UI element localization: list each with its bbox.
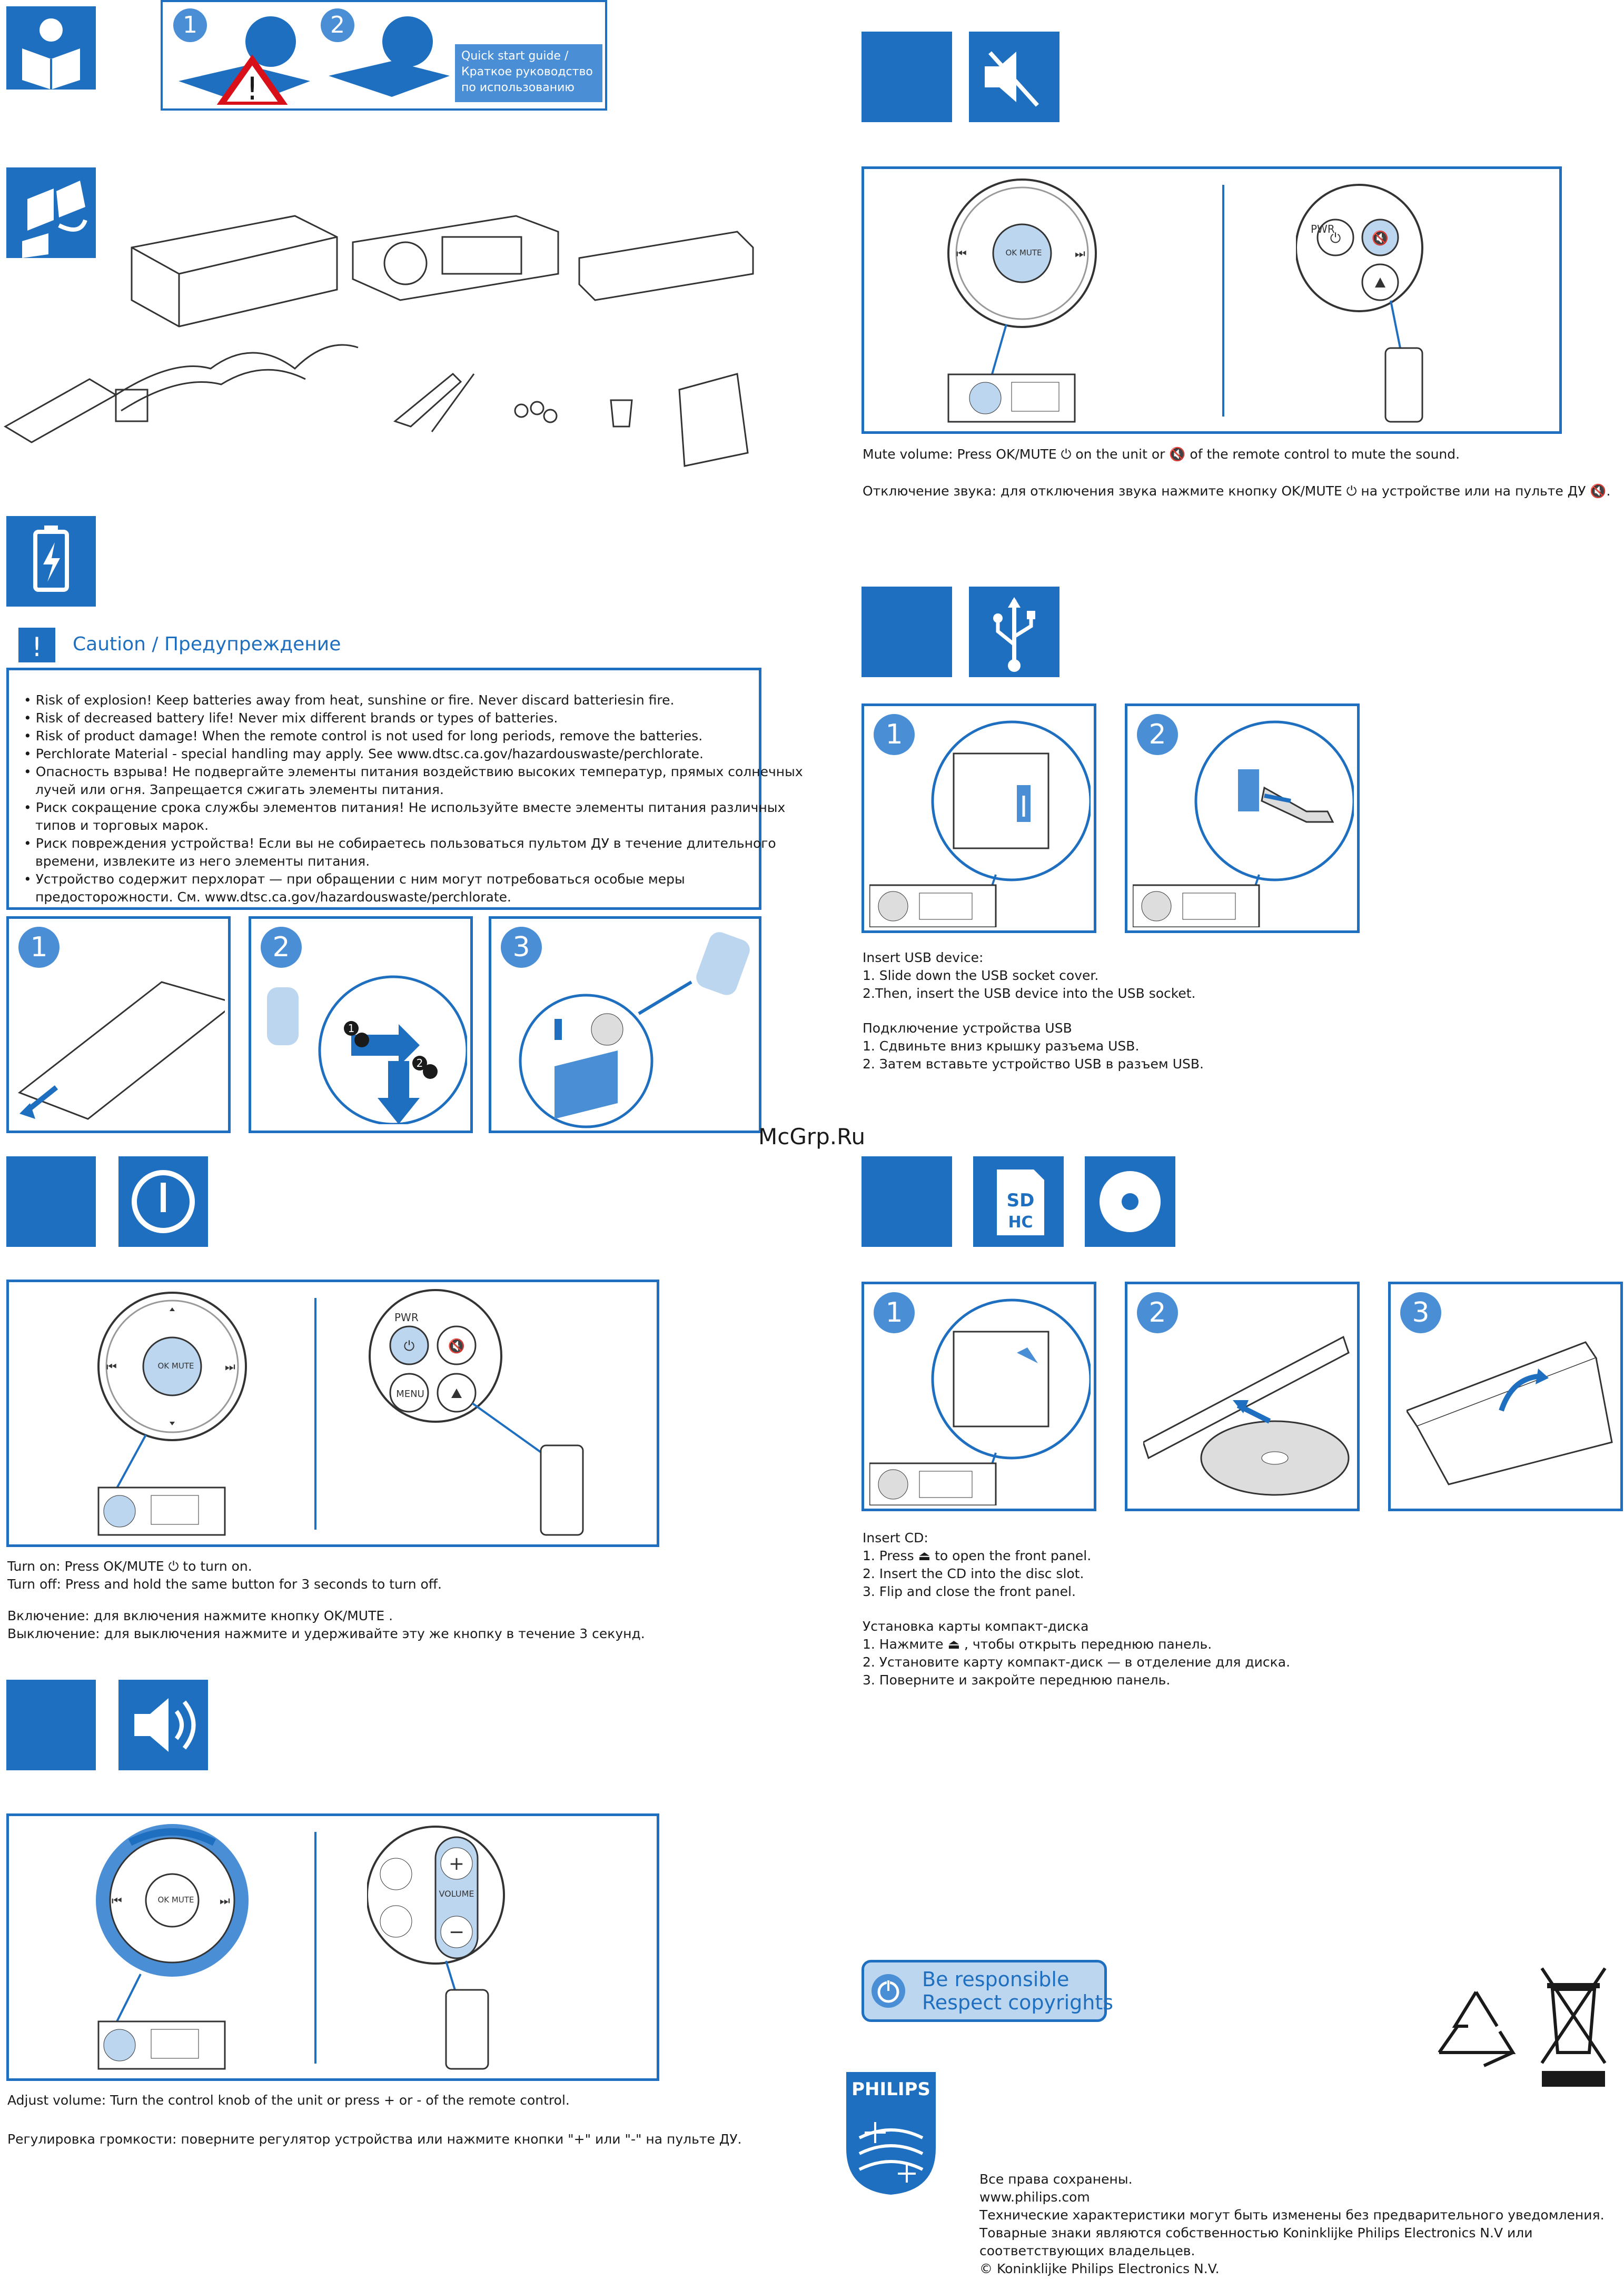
cd-text: 2. Установите карту компакт-диск — в отделение для диска. [863, 1654, 1291, 1670]
callout-1: 1 [344, 1021, 359, 1036]
knob-label: OK MUTE [157, 1895, 194, 1905]
svg-text:⏻: ⏻ [1330, 231, 1341, 246]
cd-text: 2. Insert the CD into the disc slot. [863, 1566, 1084, 1581]
volume-text: Adjust volume: Turn the control knob of the unit or press + or - of the remote control. [7, 2093, 570, 2108]
cd-step-1-panel [861, 1282, 1096, 1511]
power-panel [6, 1280, 659, 1547]
caution-title: Caution / Предупреждение [73, 633, 341, 655]
cd-text: 1. Нажмите ⏏ , чтобы открыть переднюю панель. [863, 1637, 1212, 1652]
cd-text: 3. Поверните и закройте переднюю панель. [863, 1672, 1171, 1688]
caution-box [6, 668, 803, 910]
svg-text:⏭: ⏭ [1075, 247, 1085, 261]
remote-volume-illustration [367, 1821, 630, 2074]
usb-icon [969, 587, 1059, 677]
reader-warning-illustration [179, 13, 315, 105]
footer-text: соответствующих владельцев. [979, 2243, 1195, 2258]
cd-text: Insert CD: [863, 1530, 928, 1545]
caution-line: • Perchlorate Material - special handling may apply. See www.dtsc.ca.gov/hazardouswaste/perchlorate. [24, 746, 704, 761]
mute-text: Отключение звука: для отключения звука нажмите кнопку OK/MUTE ⏻ на устройстве или на пульте ДУ 🔇. [863, 483, 1611, 499]
read-step-2: 2 [321, 8, 354, 42]
step-number: 3 [501, 927, 542, 968]
step-number: 2 [1137, 714, 1178, 755]
step-number: 1 [874, 714, 915, 755]
battery-step-2-panel [249, 916, 473, 1133]
caution-line: • Risk of decreased battery life! Never mix different brands or types of batteries. [24, 710, 558, 726]
usb-text: 1. Slide down the USB socket cover. [863, 968, 1099, 983]
callout-2: 2 [412, 1056, 427, 1070]
remote-power-illustration [367, 1287, 630, 1540]
weee-bin-icon [1537, 1963, 1610, 2089]
cd-text: 3. Flip and close the front panel. [863, 1584, 1076, 1599]
usb-text: 1. Сдвиньте вниз крышку разъема USB. [863, 1038, 1140, 1054]
read-step-1: 1 [173, 8, 207, 42]
pwr-label: PWR [394, 1311, 419, 1324]
mute-section-tile [861, 32, 952, 122]
unit-knob-illustration [93, 1287, 262, 1540]
battery-cover-illustration [262, 966, 467, 1124]
cd-step-3-panel [1388, 1282, 1623, 1511]
step-number: 3 [1400, 1292, 1441, 1333]
svg-text:!: ! [245, 71, 259, 105]
svg-text:−: − [448, 1921, 465, 1943]
reader-illustration [329, 13, 455, 97]
unit-mute-knob-illustration [943, 174, 1122, 427]
be-responsible-badge [861, 1960, 1114, 2022]
usb-section-tile [861, 587, 952, 677]
power-text: Включение: для включения нажмите кнопку OK/MUTE . [7, 1608, 393, 1623]
caution-line: • Риск повреждения устройства! Если вы не собираетесь пользоваться пультом ДУ в течение длительного [24, 836, 776, 851]
knob-label: OK MUTE [157, 1361, 194, 1371]
pwr-label: PWR [1311, 223, 1335, 235]
power-icon [118, 1156, 208, 1247]
warning-icon [18, 628, 55, 662]
close-panel-illustration [1407, 1326, 1617, 1500]
divider [1222, 185, 1224, 417]
step-number: 1 [18, 927, 60, 968]
volume-label: VOLUME [439, 1889, 474, 1899]
svg-text:⏮: ⏮ [956, 247, 967, 261]
footer-text: www.philips.com [979, 2189, 1090, 2205]
sdhc-card-icon [973, 1156, 1064, 1247]
insert-disc-illustration [1143, 1326, 1354, 1500]
battery-insert-illustration [512, 929, 755, 1129]
cd-text: 1. Press ⏏ to open the front panel. [863, 1548, 1092, 1563]
quick-start-label: Quick start guide / Краткое руководство по использованию [455, 44, 602, 102]
power-text: Turn on: Press OK/MUTE ⏻ to turn on. [7, 1559, 252, 1574]
volume-icon [118, 1680, 208, 1770]
power-text: Turn off: Press and hold the same button for 3 seconds to turn off. [7, 1577, 442, 1592]
battery-icon [6, 516, 96, 607]
usb-cover-illustration [869, 717, 1091, 927]
caution-line: времени, извлеките из него элементы питания. [35, 854, 370, 869]
remote-mute-illustration [1296, 174, 1496, 427]
cd-step-2-panel [1125, 1282, 1360, 1511]
mute-icon [969, 32, 1059, 122]
open-panel-illustration [869, 1295, 1091, 1505]
power-text: Выключение: для выключения нажмите и удерживайте эту же кнопку в течение 3 секунд. [7, 1626, 645, 1641]
mute-panel [861, 166, 1562, 434]
usb-text: 2. Затем вставьте устройство USB в разъем USB. [863, 1056, 1204, 1072]
caution-line: • Устройство содержит перхлорат — при обращении с ним могут потребоваться особые меры [24, 871, 685, 887]
svg-text:🔇: 🔇 [448, 1339, 466, 1354]
caution-line: • Риск сокращение срока службы элементов питания! Не используйте вместе элементы питания различных [24, 800, 786, 815]
power-section-tile [6, 1156, 96, 1247]
power-icon [872, 1974, 905, 2008]
svg-text:!: ! [31, 632, 43, 662]
footer-text: Товарные знаки являются собственностью Koninklijke Philips Electronics N.V или [979, 2225, 1533, 2241]
philips-brand: PHILIPS [851, 2079, 930, 2100]
step-number: 1 [874, 1292, 915, 1333]
svg-text:HC: HC [1008, 1213, 1033, 1232]
footer-text: Все права сохранены. [979, 2172, 1133, 2187]
volume-section-tile [6, 1680, 96, 1770]
read-first-banner [161, 0, 607, 111]
volume-text: Регулировка громкости: поверните регулятор устройства или нажмите кнопки "+" или "-" на пульте ДУ. [7, 2132, 742, 2147]
responsible-line-2: Respect copyrights [922, 1991, 1114, 2014]
footer-text: Технические характеристики могут быть изменены без предварительного уведомления. [979, 2207, 1605, 2223]
cd-section-tile [861, 1156, 952, 1247]
footer-text: © Koninklijke Philips Electronics N.V. [979, 2261, 1220, 2276]
disc-icon [1085, 1156, 1175, 1247]
recycle-icon [1431, 1984, 1521, 2068]
caution-line: • Risk of product damage! When the remote control is not used for long periods, remove the batteries. [24, 728, 703, 744]
knob-label: OK MUTE [1005, 248, 1042, 257]
mute-text: Mute volume: Press OK/MUTE ⏻ on the unit or 🔇 of the remote control to mute the sound. [863, 447, 1460, 462]
svg-text:🔇: 🔇 [1371, 231, 1389, 246]
svg-text:⏭: ⏭ [225, 1361, 235, 1374]
usb-step-1-panel [861, 703, 1096, 933]
svg-text:⏮: ⏮ [106, 1361, 117, 1374]
step-number: 2 [1137, 1292, 1178, 1333]
caution-line: • Risk of explosion! Keep batteries away from heat, sunshine or fire. Never discard batteriesin fire. [24, 692, 675, 708]
remote-battery-illustration [14, 950, 225, 1124]
usb-insert-illustration [1133, 717, 1354, 927]
svg-text:⏭: ⏭ [220, 1895, 230, 1908]
read-manual-icon [6, 6, 96, 90]
divider [314, 1298, 316, 1530]
cd-text: Установка карты компакт-диска [863, 1619, 1089, 1634]
battery-step-3-panel [489, 916, 761, 1133]
unit-volume-knob-illustration [93, 1821, 262, 2074]
caution-line: лучей или огня. Запрещается сжигать элементы питания. [35, 782, 444, 797]
svg-text:⏮: ⏮ [112, 1895, 122, 1908]
svg-text:SD: SD [1006, 1190, 1035, 1211]
package-contents-illustration [0, 200, 758, 474]
watermark: McGrp.Ru [758, 1124, 866, 1149]
caution-line: предосторожности. См. www.dtsc.ca.gov/hazardouswaste/perchlorate. [35, 889, 511, 905]
svg-text:+: + [448, 1853, 465, 1875]
step-number: 2 [261, 927, 302, 968]
svg-text:⏻: ⏻ [403, 1339, 415, 1354]
caution-line: • Опасность взрыва! Не подвергайте элементы питания воздействию высоких температур, прямых солнечных [24, 764, 803, 779]
battery-step-1-panel [6, 916, 231, 1133]
volume-panel [6, 1813, 659, 2081]
menu-label: MENU [396, 1389, 424, 1400]
caution-line: типов и торговых марок. [35, 818, 209, 833]
usb-step-2-panel [1125, 703, 1360, 933]
usb-text: Insert USB device: [863, 950, 984, 965]
divider [314, 1832, 316, 2064]
usb-text: 2.Then, insert the USB device into the USB socket. [863, 986, 1196, 1001]
responsible-line-1: Be responsible [922, 1968, 1070, 1991]
usb-text: Подключение устройства USB [863, 1020, 1072, 1036]
